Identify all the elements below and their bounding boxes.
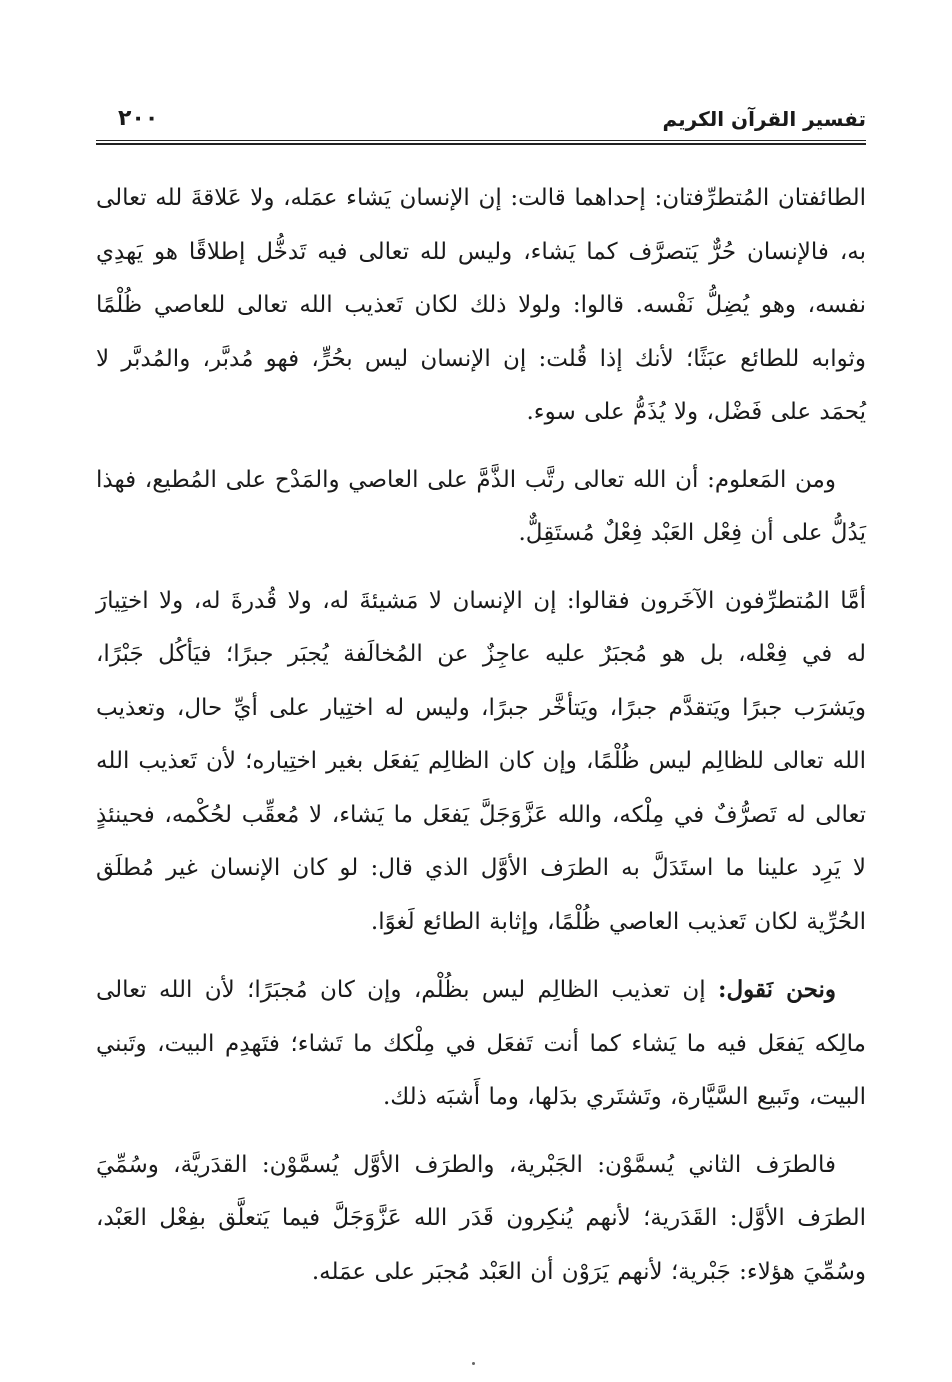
paragraph-4-text: إن تعذيب الظالِم ليس بظُلْم، وإن كان مُجبَرًا؛ لأن الله تعالى مالِكه يَفعَل فيه ما يَشاء كما أنت تَفعَل في مِلْكك ما تَشاء؛ فتَهدِم البيت، وتَبني البيت، وتَبيع السَّيَّارة، وتَشتَري بدَلها، وما أَشبَه ذلك. xyxy=(96,977,866,1110)
paragraph-2 xyxy=(96,454,866,561)
paragraph-4-lead: ونحن نَقول: xyxy=(717,976,837,1003)
page-number: ٢٠٠ xyxy=(118,106,159,131)
paragraph-1-text: الطائفتان المُتطرِّفتان: إحداهما قالت: إن الإنسان يَشاء عمَله، ولا عَلاقةَ لله تعالى به، فالإنسان حُرٌّ يَتصرَّف كما يَشاء، وليس لله تعالى فيه تَدخُّل إطلاقًا هو يَهدِي نفسه، وهو يُضِلُّ نَفْسه. قالوا: ولولا ذلك لكان تَعذيب الله تعالى للعاصي ظُلْمًا وثوابه للطائع عبَثًا؛ لأنك إذا قُلت: إن الإنسان ليس بحُرٍّ، فهو مُدبَّر، والمُدبَّر لا يُحمَد على فَضْل، ولا يُذَمُّ على سوء. xyxy=(96,185,866,425)
paragraph-3 xyxy=(96,575,866,950)
paragraph-1 xyxy=(96,172,866,440)
page-body xyxy=(96,172,866,1313)
running-title: تفسير القرآن الكريم xyxy=(662,107,866,131)
page-header xyxy=(118,104,866,140)
paragraph-2-text: ومن المَعلوم: أن الله تعالى رتَّب الذَّمَّ على العاصي والمَدْح على المُطيع، فهذا يَدُلُّ على أن فِعْل العَبْد فِعْلٌ مُستَقِلٌّ. xyxy=(96,466,866,546)
paragraph-4 xyxy=(96,963,866,1125)
header-rule xyxy=(96,140,866,145)
paragraph-3-text: أمَّا المُتطرِّفون الآخَرون فقالوا: إن الإنسان لا مَشيئةَ له، ولا قُدرةَ له، ولا اختِيارَ له في فِعْله، بل هو مُجبَرٌ عليه عاجِزٌ عن المُخالَفة يُجبَر جبرًا؛ فيَأكُل جَبْرًا، ويَشرَب جبرًا ويَتقدَّم جبرًا، ويَتأخَّر جبرًا، وليس له اختِيار على أيِّ حال، وتعذيب الله تعالى للظالِم ليس ظُلْمًا، وإن كان الظالِم يَفعَل بغير اختِياره؛ لأن تَعذيب الله تعالى له تَصرُّفٌ في مِلْكه، والله عَزَّوَجَلَّ يَفعَل ما يَشاء، لا مُعقِّب لحُكْمه، فحينئذٍ لا يَرِد علينا ما استَدَلَّ به الطرَف الأوَّل الذي قال: لو كان الإنسان غير مُطلَق الحُرِّية لكان تَعذيب العاصي ظُلْمًا، وإثابة الطائع لَغوًا. xyxy=(96,587,866,935)
paragraph-5 xyxy=(96,1139,866,1300)
paragraph-5-text: فالطرَف الثاني يُسمَّوْن: الجَبْرية، والطرَف الأوَّل يُسمَّوْن: القدَريَّة، وسُمِّيَ الطرَف الأوَّل: القَدَرية؛ لأنهم يُنكِرون قَدَر الله عَزَّوَجَلَّ فيما يَتعلَّق بفِعْل العَبْد، وسُمِّيَ هؤلاء: جَبْرية؛ لأنهم يَرَوْن أن العَبْد مُجبَر على عمَله. xyxy=(96,1151,866,1285)
footer-mark xyxy=(472,1362,475,1365)
